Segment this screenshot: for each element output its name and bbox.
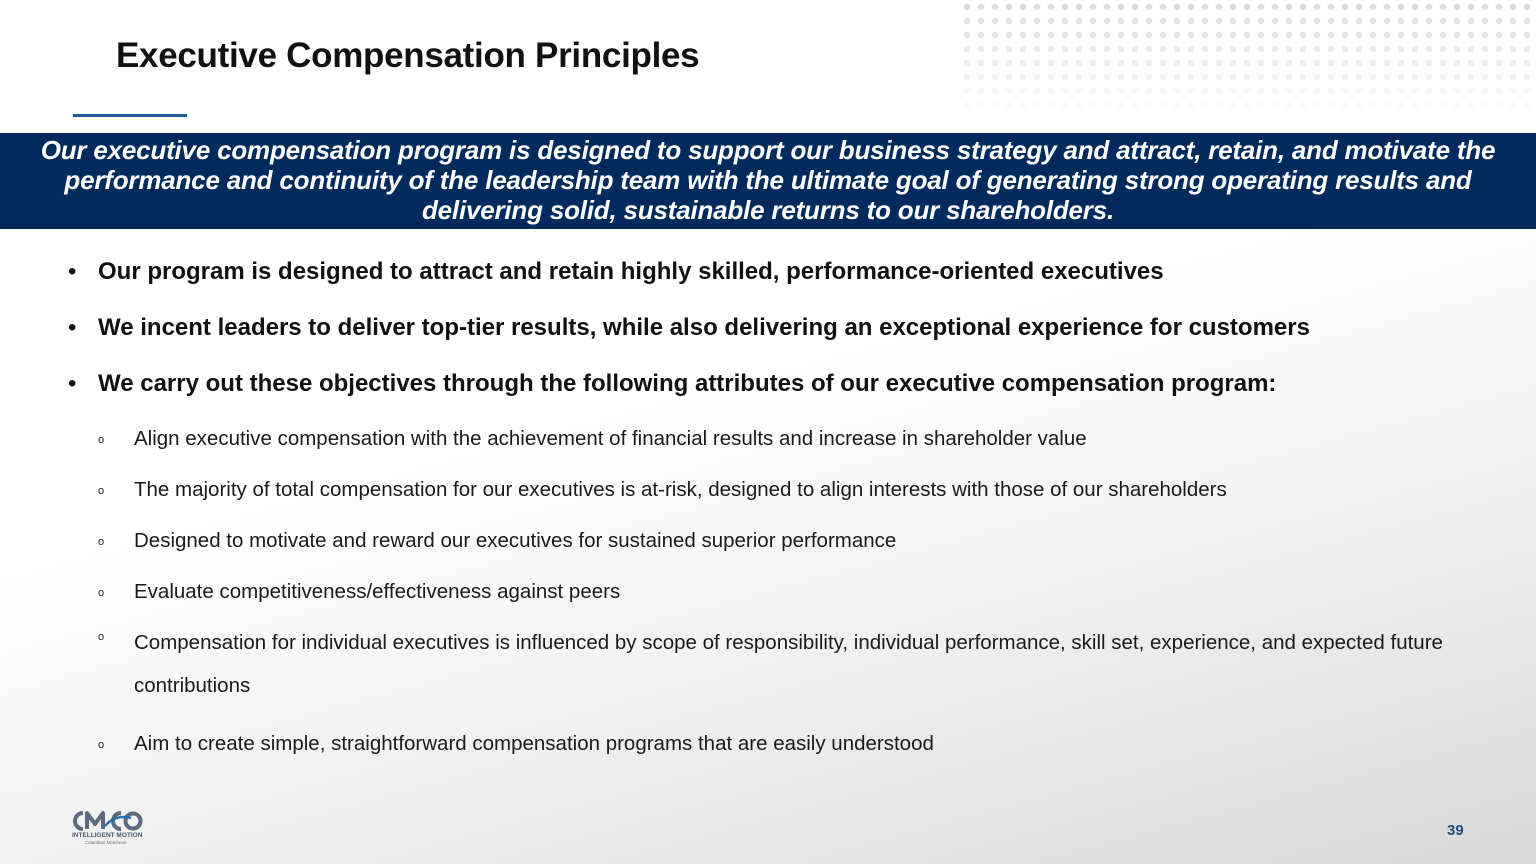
sub-bullet-list (90, 424, 1470, 780)
bullet-text: We carry out these objectives through the following attributes of our executive compensation program: (98, 370, 1277, 397)
cmco-logo-icon (71, 810, 143, 832)
sub-bullet-text: Designed to motivate and reward our executives for sustained superior performance (134, 529, 897, 552)
logo-company: Columbus McKinnon (85, 840, 127, 845)
sub-list-item (90, 621, 1470, 707)
sub-bullet-text: The majority of total compensation for our executives is at-risk, designed to align interests with those of our shareholders (134, 478, 1227, 501)
sub-bullet-text: Evaluate competitiveness/effectiveness against peers (134, 580, 621, 603)
bullet-marker: • (68, 314, 77, 341)
sub-list-item (90, 526, 1470, 555)
sub-bullet-marker: o (98, 587, 105, 599)
sub-list-item (90, 729, 1470, 758)
sub-bullet-text: Aim to create simple, straightforward compensation programs that are easily understood (134, 732, 934, 755)
decorative-dot-pattern (960, 0, 1536, 120)
bullet-list (62, 256, 1482, 424)
list-item (62, 368, 1482, 424)
sub-bullet-text: Compensation for individual executives is influenced by scope of responsibility, individual performance, skill set, experience, and expected future contributions (134, 631, 1443, 697)
mission-banner (0, 133, 1536, 229)
logo-tagline: INTELLIGENT MOTION (72, 832, 143, 839)
sub-bullet-marker: o (98, 536, 105, 548)
title-underline (73, 114, 187, 117)
sub-list-item (90, 475, 1470, 504)
list-item (62, 312, 1482, 368)
sub-bullet-marker: o (98, 485, 105, 497)
bullet-marker: • (68, 258, 77, 285)
page-number: 39 (1447, 822, 1464, 839)
sub-list-item (90, 577, 1470, 606)
page-title: Executive Compensation Principles (116, 36, 700, 75)
sub-list-item (90, 424, 1470, 453)
sub-bullet-marker: o (98, 739, 105, 751)
sub-bullet-marker: o (98, 434, 105, 446)
bullet-text: We incent leaders to deliver top-tier results, while also delivering an exceptional experience for customers (98, 314, 1310, 341)
company-logo (71, 810, 143, 850)
list-item (62, 256, 1482, 312)
bullet-text: Our program is designed to attract and retain highly skilled, performance-oriented executives (98, 258, 1164, 285)
bullet-marker: • (68, 370, 77, 397)
sub-bullet-text: Align executive compensation with the achievement of financial results and increase in shareholder value (134, 427, 1087, 450)
sub-bullet-marker: o (98, 631, 105, 643)
banner-text: Our executive compensation program is designed to support our business strategy and attract, retain, and motivate the performance and continuity of the leadership team with the ultimate goal of generating strong operating results and delivering solid, sustainable returns to our shareholders. (40, 135, 1496, 225)
